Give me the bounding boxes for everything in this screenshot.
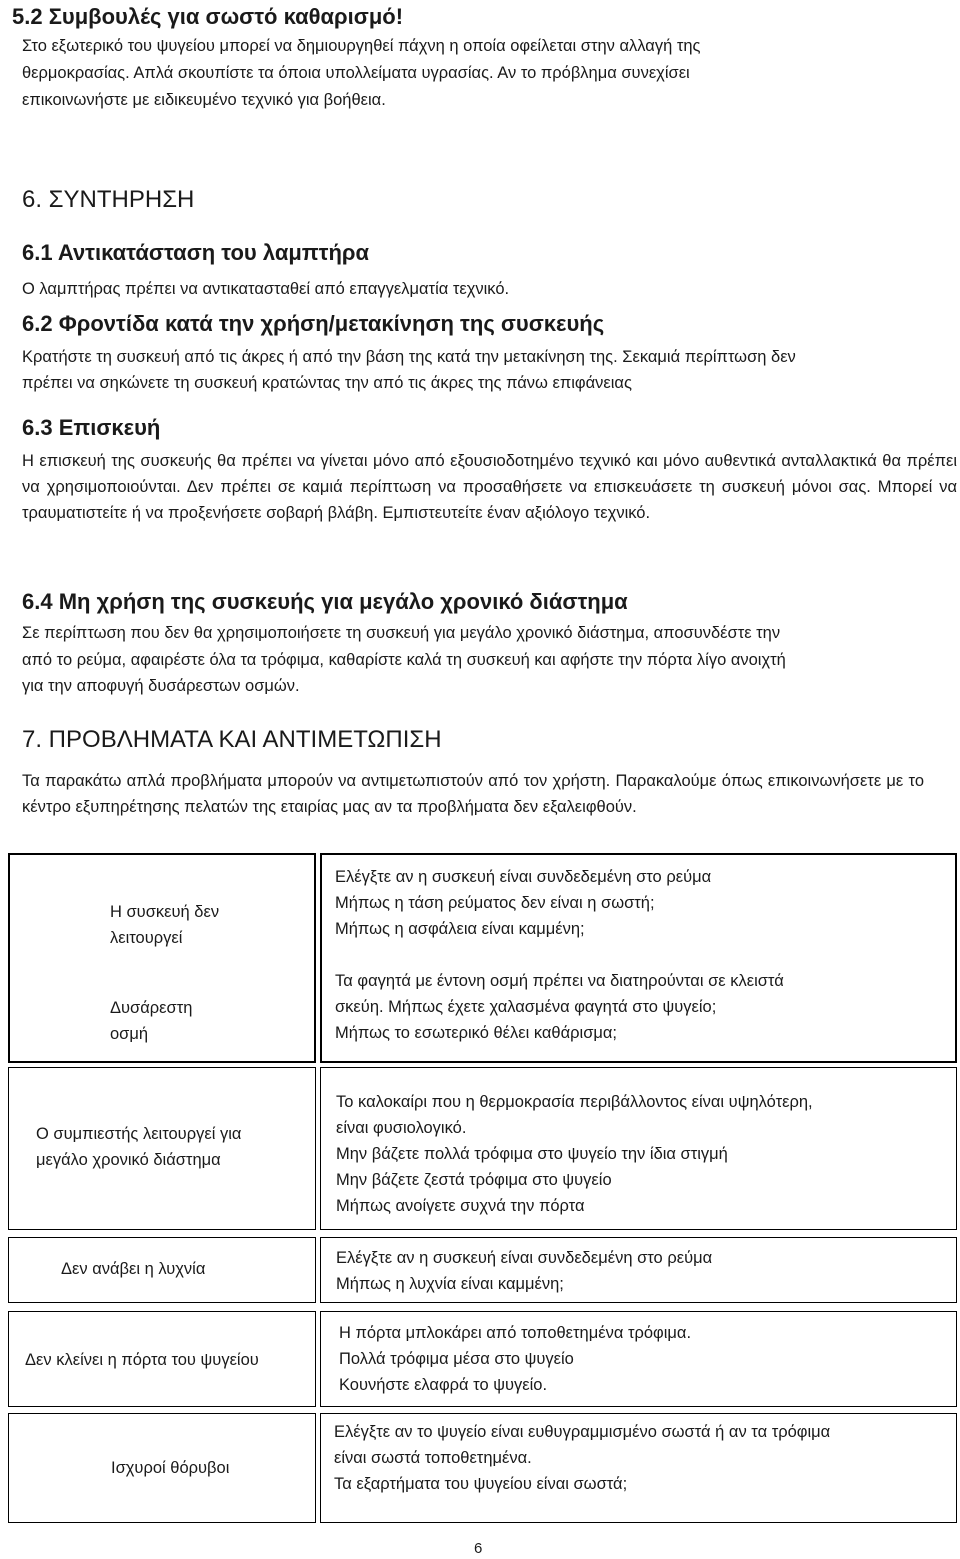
section-5-2-line-1: Στο εξωτερικό του ψυγείου μπορεί να δημιουργηθεί πάχνη η οποία οφείλεται στην αλλαγή της	[22, 37, 701, 55]
section-7-text: Τα παρακάτω απλά προβλήματα μπορούν να αντιμετωπιστούν από τον χρήστη. Παρακαλούμε όπως επικοινωνήσετε με το κέντρο εξυπηρέτησης πελατών της εταιρίας μας αν τα προβλήματα δεν εξαλειφθούν.	[22, 772, 924, 816]
solution-4-line-1: Ελέγξτε αν η συσκευή είναι συνδεδεμένη στο ρεύμα	[336, 1249, 713, 1267]
section-6-3-text: Η επισκευή της συσκευής θα πρέπει να γίνεται μόνο από εξουσιοδοτημένο τεχνικό και μόνο αυθεντικά ανταλλακτικά θα πρέπει να χρησιμοποιούνται. Δεν πρέπει σε καμιά περίπτωση να προσαθήσετε να επισκευάσετε τη συσκευή μόνοι σας. Μπορεί να τραυματιστείτε ή να προξενήσετε σοβαρή βλάβη. Εμπιστευτείτε έναν αξιόλογο τεχνικό.	[22, 452, 957, 522]
solution-3-line-3: Μην βάζετε πολλά τρόφιμα στο ψυγείο την ίδια στιγμή	[336, 1145, 728, 1163]
solution-2-line-1: Τα φαγητά με έντονη οσμή πρέπει να διατηρούνται σε κλειστά	[335, 972, 784, 990]
page-number: 6	[474, 1540, 483, 1557]
problem-1-line-2: λειτουργεί	[110, 929, 183, 947]
solution-5-line-2: Πολλά τρόφιμα μέσα στο ψυγείο	[339, 1350, 574, 1368]
solution-6-line-2: είναι σωστά τοποθετημένα.	[334, 1449, 532, 1467]
table-cell-problem-6	[8, 1413, 316, 1523]
problem-2-line-1: Δυσάρεστη	[110, 999, 193, 1017]
solution-4-line-2: Μήπως η λυχνία είναι καμμένη;	[336, 1275, 564, 1293]
solution-1-line-3: Μήπως η ασφάλεια είναι καμμένη;	[335, 920, 585, 938]
problem-6-line-1: Ισχυροί θόρυβοι	[111, 1459, 230, 1477]
problem-1-line-1: Η συσκευή δεν	[110, 903, 220, 921]
solution-6-line-3: Τα εξαρτήματα του ψυγείου είναι σωστά;	[334, 1475, 628, 1493]
section-6-4-line-3: για την αποφυγή δυσάρεστων οσμών.	[22, 677, 300, 695]
solution-5-line-1: Η πόρτα μπλοκάρει από τοποθετημένα τρόφιμα.	[339, 1324, 692, 1342]
table-cell-problem-5	[8, 1311, 316, 1407]
section-6-1-text: Ο λαμπτήρας πρέπει να αντικατασταθεί από επαγγελματία τεχνικό.	[22, 280, 510, 298]
problem-4-line-1: Δεν ανάβει η λυχνία	[61, 1260, 206, 1278]
table-cell-problems-1	[8, 853, 316, 1063]
table-cell-solutions-1	[320, 853, 957, 1063]
solution-2-line-3: Μήπως το εσωτερικό θέλει καθάρισμα;	[335, 1024, 618, 1042]
table-cell-solution-6	[320, 1413, 957, 1523]
section-6-3-title: 6.3 Επισκευή	[22, 415, 161, 440]
table-cell-solution-4	[320, 1237, 957, 1303]
table-cell-problem-4	[8, 1237, 316, 1303]
solution-3-line-5: Μήπως ανοίγετε συχνά την πόρτα	[336, 1197, 585, 1215]
section-5-2-title: 5.2 Συμβουλές για σωστό καθαρισμό!	[12, 4, 404, 29]
solution-1-line-2: Μήπως η τάση ρεύματος δεν είναι η σωστή;	[335, 894, 655, 912]
section-7-title: 7. ΠΡΟΒΛΗΜΑΤΑ ΚΑΙ ΑΝΤΙΜΕΤΩΠΙΣΗ	[22, 726, 442, 753]
solution-3-line-1: Το καλοκαίρι που η θερμοκρασία περιβάλλοντος είναι υψηλότερη,	[336, 1093, 813, 1111]
problem-5-line-1: Δεν κλείνει η πόρτα του ψυγείου	[25, 1351, 259, 1369]
section-6-title: 6. ΣΥΝΤΗΡΗΣΗ	[22, 186, 195, 213]
solution-1-line-1: Ελέγξτε αν η συσκευή είναι συνδεδεμένη στο ρεύμα	[335, 868, 712, 886]
solution-2-line-2: σκεύη. Μήπως έχετε χαλασμένα φαγητά στο ψυγείο;	[335, 998, 717, 1016]
section-6-2-line-1: Κρατήστε τη συσκευή από τις άκρες ή από την βάση της κατά την μετακίνηση της. Σεκαμιά περίπτωση δεν	[22, 348, 796, 366]
solution-5-line-3: Κουνήστε ελαφρά το ψυγείο.	[339, 1376, 548, 1394]
section-6-4-line-2: από το ρεύμα, αφαιρέστε όλα τα τρόφιμα, καθαρίστε καλά τη συσκευή και αφήστε την πόρτα λίγο ανοιχτή	[22, 651, 786, 669]
section-6-2-title: 6.2 Φροντίδα κατά την χρήση/μετακίνηση της συσκευής	[22, 311, 605, 336]
problem-2-line-2: οσμή	[110, 1025, 149, 1043]
table-cell-solution-3	[320, 1067, 957, 1230]
table-cell-solution-5	[320, 1311, 957, 1407]
solution-6-line-1: Ελέγξτε αν το ψυγείο είναι ευθυγραμμισμένο σωστά ή αν τα τρόφιμα	[334, 1423, 831, 1441]
section-5-2-line-2: θερμοκρασίας. Απλά σκουπίστε τα όποια υπολλείματα υγρασίας. Αν το πρόβλημα συνεχίσει	[22, 64, 690, 82]
solution-3-line-2: είναι φυσιολογικό.	[336, 1119, 467, 1137]
table-cell-problem-3	[8, 1067, 316, 1230]
section-6-1-title: 6.1 Αντικατάσταση του λαμπτήρα	[22, 240, 370, 265]
solution-3-line-4: Μην βάζετε ζεστά τρόφιμα στο ψυγείο	[336, 1171, 612, 1189]
section-5-2-line-3: επικοινωνήστε με ειδικευμένο τεχνικό για βοήθεια.	[22, 91, 386, 109]
section-6-4-line-1: Σε περίπτωση που δεν θα χρησιμοποιήσετε τη συσκευή για μεγάλο χρονικό διάστημα, αποσυνδέστε την	[22, 624, 781, 642]
problem-3-line-2: μεγάλο χρονικό διάστημα	[36, 1151, 221, 1169]
problem-3-line-1: Ο συμπιεστής λειτουργεί για	[36, 1125, 242, 1143]
section-6-4-title: 6.4 Μη χρήση της συσκευής για μεγάλο χρονικό διάστημα	[22, 589, 628, 614]
section-6-2-line-2: πρέπει να σηκώνετε τη συσκευή κρατώντας την από τις άκρες της πάνω επιφάνειας	[22, 374, 632, 392]
